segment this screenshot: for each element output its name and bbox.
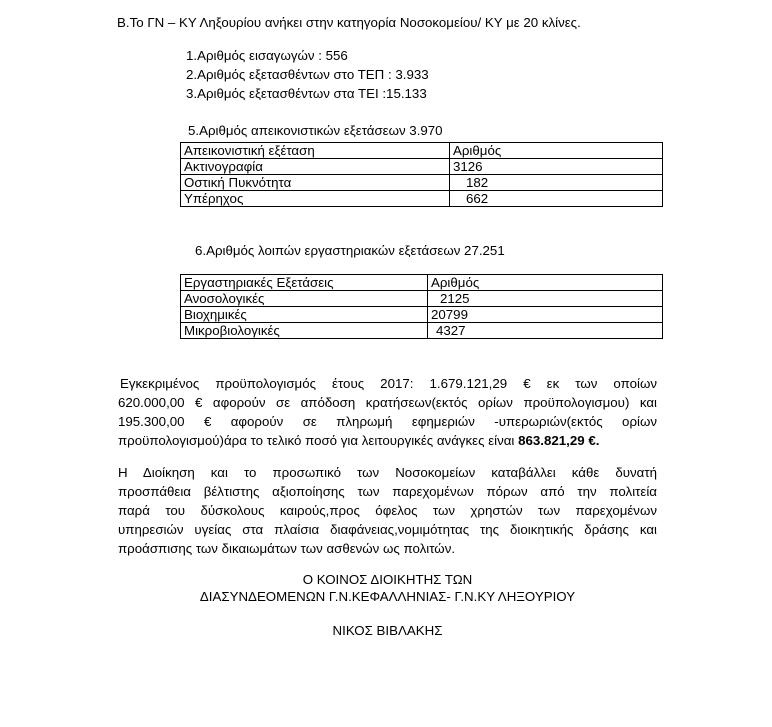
imaging-table [180, 142, 663, 207]
budget-line [118, 433, 599, 449]
signature-title: Ο ΚΟΙΝΟΣ ΔΙΟΙΚΗΤΗΣ ΤΩΝ [302, 572, 473, 587]
budget-line: 620.000,00 € αφορούν σε απόδοση κρατήσεων(εκτός ορίων προϋπολογισμου) και [118, 395, 657, 410]
lab-table [180, 274, 663, 339]
table-cell: 4327 [428, 323, 663, 339]
table-cell: Ανοσολογικές [181, 291, 428, 307]
lab-title: 6.Αριθμός λοιπών εργαστηριακών εξετάσεων 27.251 [195, 243, 505, 258]
table-row [181, 175, 663, 191]
imaging-title: 5.Αριθμός απεικονιστικών εξετάσεων 3.970 [188, 123, 443, 138]
budget-line: 195.300,00 € αφορούν σε πληρωμή εφημεριών -υπερωριών(εκτός ορίων [118, 414, 657, 429]
table-header-cell: Απεικονιστική εξέταση [181, 143, 450, 159]
stat-admissions: 1.Αριθμός εισαγωγών : 556 [186, 48, 348, 63]
table-cell: Ακτινογραφία [181, 159, 450, 175]
table-row [181, 159, 663, 175]
table-cell: 2125 [428, 291, 663, 307]
table-row [181, 191, 663, 207]
table-cell: 662 [450, 191, 663, 207]
admin-line: προσπάθεια βέλτιστης αξιοποίησης των παρεχομένων πόρων από την πολιτεία [118, 484, 657, 499]
table-cell: 3126 [450, 159, 663, 175]
table-header-row [181, 275, 663, 291]
net-operating-amount: 863.821,29 €. [518, 433, 600, 448]
table-cell: 182 [450, 175, 663, 191]
table-row [181, 307, 663, 323]
admin-line: υπηρεσιών υγείας στα πλαίσια διαφάνειας,νομιμότητας της διοικητικής δράσης και [118, 522, 657, 537]
table-cell: Βιοχημικές [181, 307, 428, 323]
table-cell: 20799 [428, 307, 663, 323]
stat-emergency: 2.Αριθμός εξετασθέντων στο ΤΕΠ : 3.933 [186, 67, 429, 82]
table-cell: Μικροβιολογικές [181, 323, 428, 339]
admin-line: Η Διοίκηση και το προσωπικό των Νοσοκομείων καταβάλλει κάθε δυνατή [118, 465, 657, 480]
budget-line: Εγκεκριμένος προϋπολογισμός έτους 2017: 1.679.121,29 € εκ των οποίων [120, 376, 657, 391]
stat-outpatient: 3.Αριθμός εξετασθέντων στα ΤΕΙ :15.133 [186, 86, 427, 101]
table-cell: Υπέρηχος [181, 191, 450, 207]
table-row [181, 323, 663, 339]
section-heading: Β.Το ΓΝ – ΚΥ Ληξουρίου ανήκει στην κατηγορία Νοσοκομείου/ ΚΥ με 20 κλίνες. [117, 15, 581, 30]
signature-name: ΝΙΚΟΣ ΒΙΒΛΑΚΗΣ [332, 623, 443, 638]
table-header-cell: Αριθμός [428, 275, 663, 291]
admin-line: προάσπισης των δικαιωμάτων των ασθενών ως πολιτών. [118, 541, 456, 556]
table-row [181, 291, 663, 307]
table-cell: Οστική Πυκνότητα [181, 175, 450, 191]
table-header-cell: Εργαστηριακές Εξετάσεις [181, 275, 428, 291]
budget-text: προϋπολογισμού)άρα το τελικό ποσό για λειτουργικές ανάγκες είναι [118, 433, 519, 448]
admin-line: παρά του δύσκολους καιρούς,προς όφελος των χρηστών των παρεχομένων [118, 503, 657, 518]
signature-organization: ΔΙΑΣΥΝΔΕΟΜΕΝΩΝ Γ.Ν.ΚΕΦΑΛΛΗΝΙΑΣ- Γ.Ν.ΚΥ ΛΗΞΟΥΡΙΟΥ [199, 589, 576, 604]
table-header-row [181, 143, 663, 159]
table-header-cell: Αριθμός [450, 143, 663, 159]
